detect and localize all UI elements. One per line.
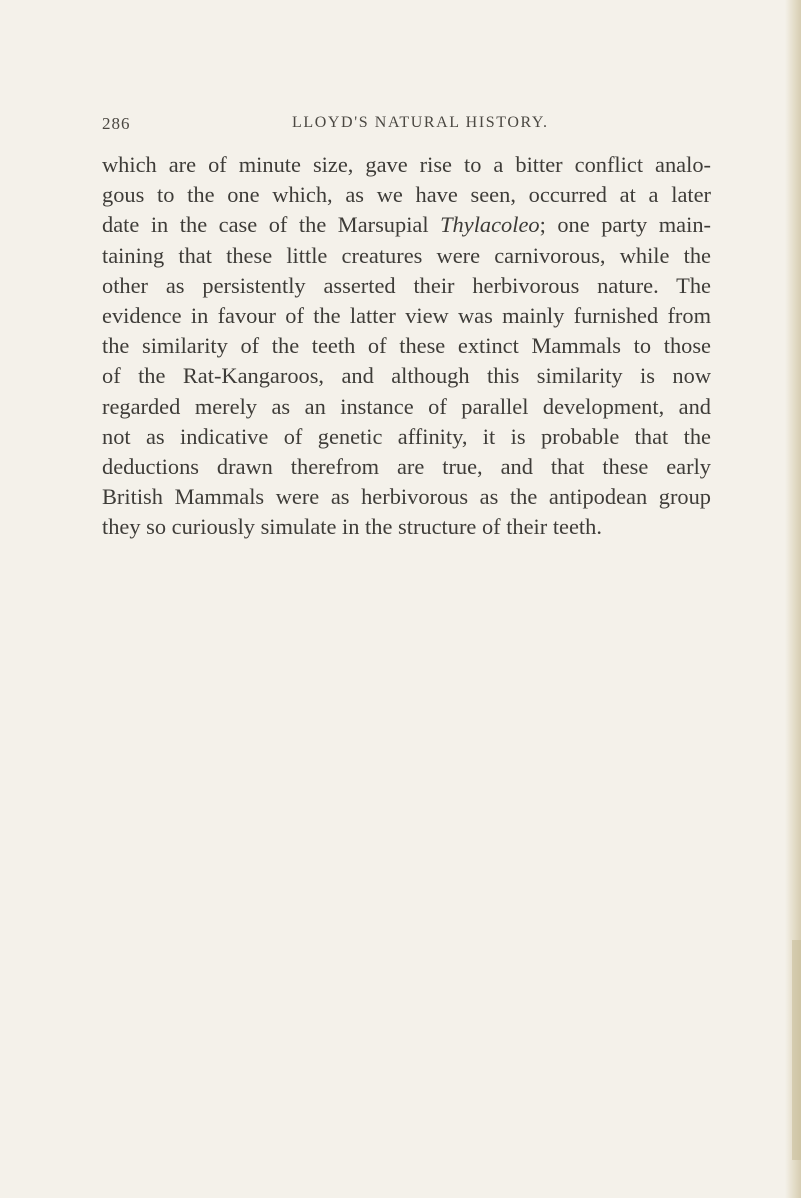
page-edge-stain: [792, 940, 801, 1160]
text-line: evidence in favour of the latter view was mainly furnished from: [102, 302, 711, 328]
text-line: [102, 210, 711, 240]
text-segment: date in the case of the Marsupial: [102, 212, 441, 238]
text-line: regarded merely as an instance of parallel development, and: [102, 393, 711, 419]
text-line: taining that these little creatures were carnivorous, while the: [102, 242, 711, 268]
italic-genus-name: Thylacoleo: [440, 212, 540, 238]
text-line: of the Rat-Kangaroos, and although this similarity is now: [102, 363, 711, 389]
text-line: gous to the one which, as we have seen, occurred at a later: [102, 182, 711, 208]
text-line: the similarity of the teeth of these extinct Mammals to those: [102, 333, 711, 359]
text-line: which are of minute size, gave rise to a bitter conflict analo-: [102, 152, 711, 177]
text-line: other as persistently asserted their herbivorous nature. The: [102, 272, 711, 298]
text-line: British Mammals were as herbivorous as the antipodean group: [102, 484, 711, 510]
body-paragraph: [102, 150, 711, 542]
text-line: they so curiously simulate in the structure of their teeth.: [102, 514, 602, 540]
page-number: 286: [102, 114, 131, 133]
running-title: LLOYD'S NATURAL HISTORY.: [292, 114, 549, 131]
text-line: deductions drawn therefrom are true, and that these early: [102, 453, 711, 479]
text-line: not as indicative of genetic affinity, it is probable that the: [102, 423, 711, 449]
text-segment: ; one party main-: [539, 212, 711, 238]
running-head: [102, 114, 712, 140]
